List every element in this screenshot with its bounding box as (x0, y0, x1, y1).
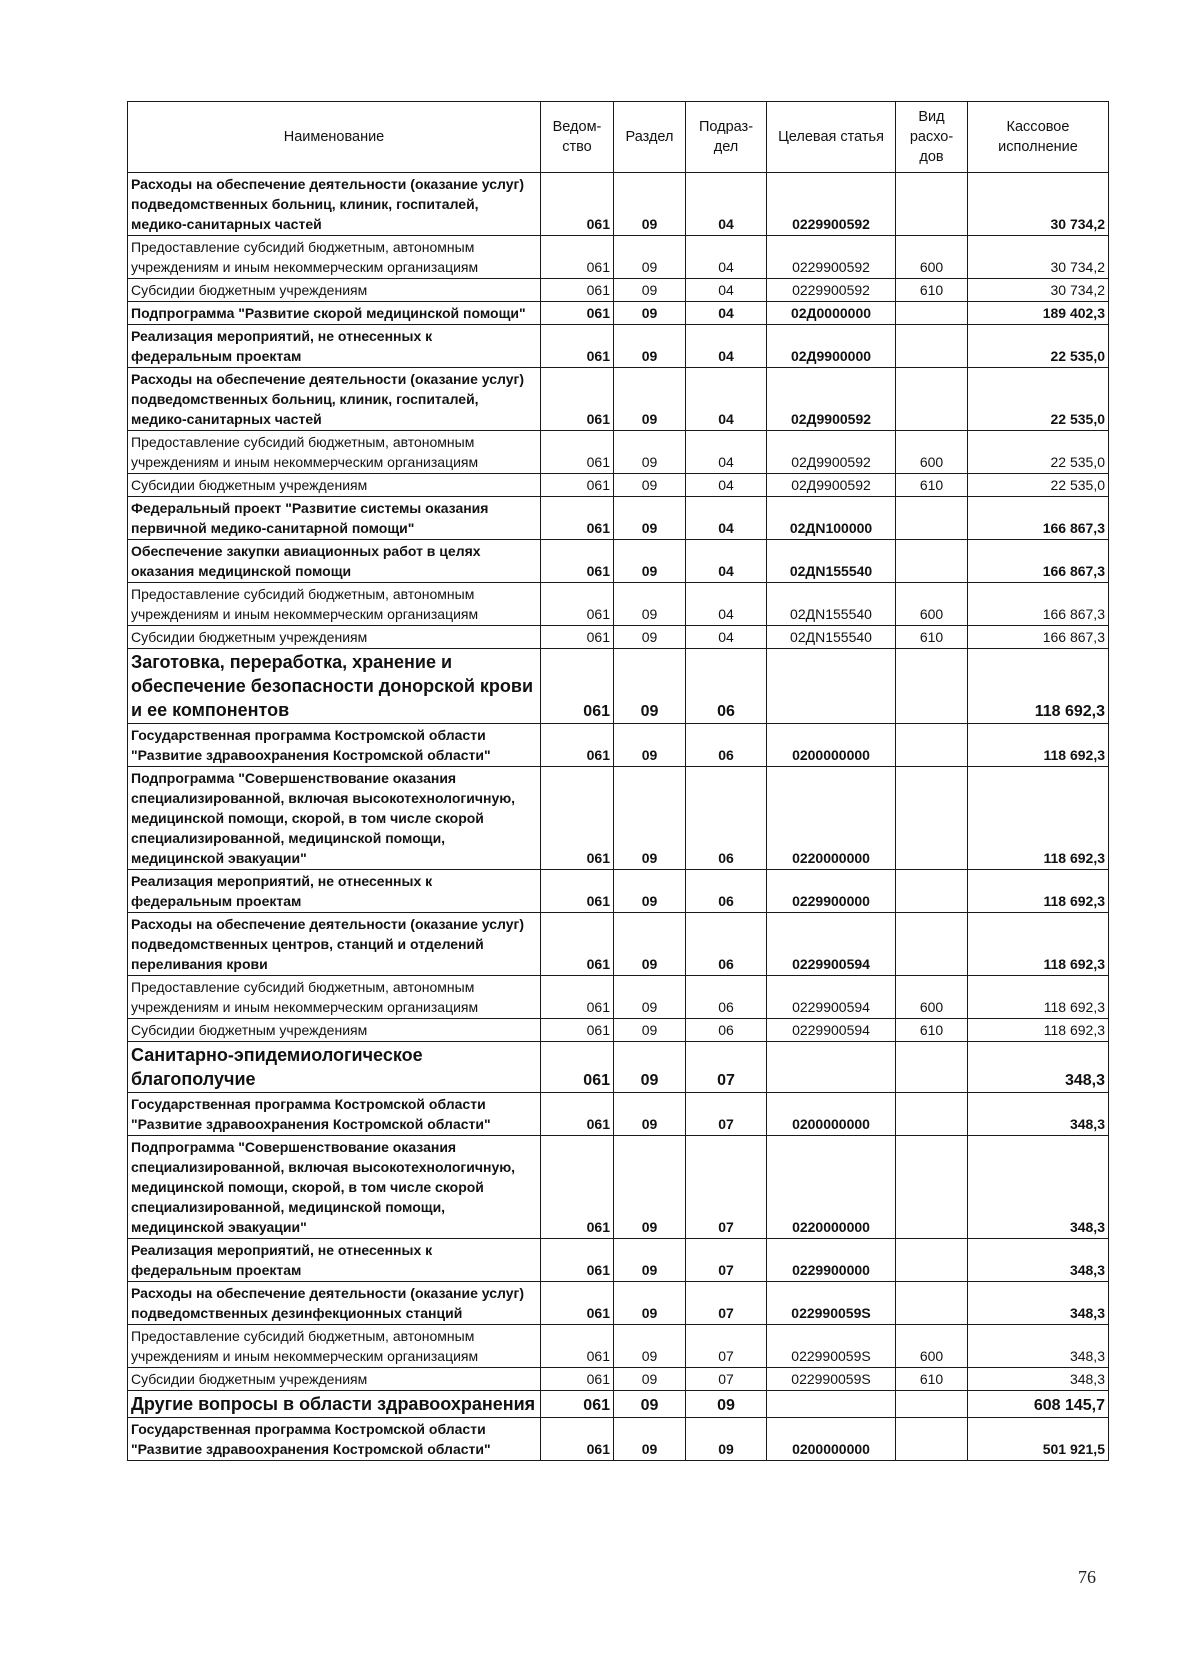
cell-cel: 0229900592 (767, 236, 896, 279)
cell-razd: 09 (614, 431, 686, 474)
cell-vid: 600 (896, 1325, 968, 1368)
cell-vid (896, 1239, 968, 1282)
cell-vid (896, 913, 968, 976)
cell-podr: 07 (686, 1325, 767, 1368)
cell-name: Реализация мероприятий, не отнесенных к федеральным проектам (128, 870, 541, 913)
cell-kas: 30 734,2 (968, 236, 1109, 279)
cell-podr: 04 (686, 474, 767, 497)
cell-razd: 09 (614, 302, 686, 325)
table-row (128, 976, 1109, 1019)
cell-vid (896, 767, 968, 870)
cell-podr: 04 (686, 626, 767, 649)
cell-cel: 0229900594 (767, 976, 896, 1019)
cell-kas: 501 921,5 (968, 1418, 1109, 1461)
cell-name: Федеральный проект "Развитие системы оказания первичной медико-санитарной помощи" (128, 497, 541, 540)
cell-kas: 22 535,0 (968, 431, 1109, 474)
cell-cel: 02ДN100000 (767, 497, 896, 540)
table-row (128, 583, 1109, 626)
cell-podr: 06 (686, 913, 767, 976)
cell-name: Субсидии бюджетным учреждениям (128, 1019, 541, 1042)
cell-razd: 09 (614, 583, 686, 626)
table-row (128, 279, 1109, 302)
cell-kas: 348,3 (968, 1282, 1109, 1325)
cell-kas: 22 535,0 (968, 325, 1109, 368)
cell-kas: 118 692,3 (968, 976, 1109, 1019)
cell-ved: 061 (541, 583, 614, 626)
cell-razd: 09 (614, 1042, 686, 1093)
cell-razd: 09 (614, 474, 686, 497)
cell-cel: 02ДN155540 (767, 583, 896, 626)
table-row (128, 913, 1109, 976)
cell-kas: 166 867,3 (968, 626, 1109, 649)
cell-podr: 04 (686, 431, 767, 474)
cell-razd: 09 (614, 1019, 686, 1042)
cell-vid: 610 (896, 626, 968, 649)
cell-name: Предоставление субсидий бюджетным, автономным учреждениям и иным некоммерческим организациям (128, 236, 541, 279)
cell-ved: 061 (541, 368, 614, 431)
cell-razd: 09 (614, 913, 686, 976)
cell-cel: 02Д9900592 (767, 368, 896, 431)
table-row (128, 1136, 1109, 1239)
table-row (128, 540, 1109, 583)
cell-podr: 04 (686, 497, 767, 540)
cell-ved: 061 (541, 1368, 614, 1391)
table-row (128, 1282, 1109, 1325)
cell-name: Предоставление субсидий бюджетным, автономным учреждениям и иным некоммерческим организациям (128, 1325, 541, 1368)
cell-podr: 06 (686, 1019, 767, 1042)
cell-razd: 09 (614, 325, 686, 368)
cell-kas: 348,3 (968, 1136, 1109, 1239)
cell-vid: 600 (896, 976, 968, 1019)
cell-razd: 09 (614, 173, 686, 236)
cell-name: Обеспечение закупки авиационных работ в целях оказания медицинской помощи (128, 540, 541, 583)
cell-kas: 348,3 (968, 1042, 1109, 1093)
cell-cel: 0229900000 (767, 1239, 896, 1282)
cell-kas: 22 535,0 (968, 368, 1109, 431)
cell-name: Заготовка, переработка, хранение и обеспечение безопасности донорской крови и ее компонентов (128, 649, 541, 724)
cell-razd: 09 (614, 1325, 686, 1368)
cell-podr: 06 (686, 724, 767, 767)
cell-name: Другие вопросы в области здравоохранения (128, 1391, 541, 1418)
cell-ved: 061 (541, 431, 614, 474)
header-vid: Вид расхо-дов (896, 102, 968, 173)
cell-podr: 04 (686, 279, 767, 302)
cell-kas: 118 692,3 (968, 767, 1109, 870)
table-row (128, 325, 1109, 368)
cell-kas: 348,3 (968, 1239, 1109, 1282)
cell-razd: 09 (614, 1418, 686, 1461)
cell-ved: 061 (541, 913, 614, 976)
cell-vid (896, 1418, 968, 1461)
cell-cel: 02ДN155540 (767, 626, 896, 649)
cell-kas: 118 692,3 (968, 913, 1109, 976)
cell-cel: 022990059S (767, 1368, 896, 1391)
cell-cel: 0220000000 (767, 767, 896, 870)
cell-podr: 04 (686, 173, 767, 236)
cell-kas: 118 692,3 (968, 1019, 1109, 1042)
cell-razd: 09 (614, 767, 686, 870)
cell-vid (896, 173, 968, 236)
cell-podr: 09 (686, 1391, 767, 1418)
cell-cel (767, 1042, 896, 1093)
page-number: 76 (1078, 1567, 1096, 1587)
cell-podr: 07 (686, 1282, 767, 1325)
cell-razd: 09 (614, 540, 686, 583)
table-row (128, 1325, 1109, 1368)
cell-podr: 07 (686, 1136, 767, 1239)
cell-kas: 118 692,3 (968, 870, 1109, 913)
cell-razd: 09 (614, 1368, 686, 1391)
table-row (128, 1368, 1109, 1391)
table-row (128, 870, 1109, 913)
cell-ved: 061 (541, 870, 614, 913)
cell-kas: 348,3 (968, 1093, 1109, 1136)
cell-name: Расходы на обеспечение деятельности (оказание услуг) подведомственных больниц, клиник, госпиталей, медико-санитарных частей (128, 368, 541, 431)
header-podr: Подраз-дел (686, 102, 767, 173)
cell-razd: 09 (614, 724, 686, 767)
cell-ved: 061 (541, 976, 614, 1019)
cell-ved: 061 (541, 1239, 614, 1282)
cell-kas: 348,3 (968, 1325, 1109, 1368)
table-row (128, 1093, 1109, 1136)
table-row (128, 431, 1109, 474)
cell-ved: 061 (541, 767, 614, 870)
cell-cel: 0200000000 (767, 1093, 896, 1136)
cell-name: Субсидии бюджетным учреждениям (128, 279, 541, 302)
cell-razd: 09 (614, 976, 686, 1019)
cell-cel: 0229900594 (767, 913, 896, 976)
cell-podr: 04 (686, 368, 767, 431)
header-razd: Раздел (614, 102, 686, 173)
cell-vid (896, 497, 968, 540)
cell-podr: 04 (686, 302, 767, 325)
table-row (128, 1019, 1109, 1042)
cell-podr: 06 (686, 870, 767, 913)
cell-vid (896, 1136, 968, 1239)
cell-name: Субсидии бюджетным учреждениям (128, 1368, 541, 1391)
cell-podr: 06 (686, 976, 767, 1019)
table-row (128, 724, 1109, 767)
cell-vid: 610 (896, 1019, 968, 1042)
cell-name: Субсидии бюджетным учреждениям (128, 474, 541, 497)
cell-cel (767, 649, 896, 724)
budget-sheet (127, 101, 1108, 1461)
cell-ved: 061 (541, 626, 614, 649)
cell-name: Санитарно-эпидемиологическое благополучие (128, 1042, 541, 1093)
cell-name: Расходы на обеспечение деятельности (оказание услуг) подведомственных больниц, клиник, госпиталей, медико-санитарных частей (128, 173, 541, 236)
header-ved: Ведом-ство (541, 102, 614, 173)
cell-podr: 06 (686, 767, 767, 870)
cell-ved: 061 (541, 724, 614, 767)
cell-ved: 061 (541, 1042, 614, 1093)
table-row (128, 649, 1109, 724)
cell-podr: 06 (686, 649, 767, 724)
cell-razd: 09 (614, 368, 686, 431)
table-row (128, 302, 1109, 325)
cell-cel: 0229900592 (767, 279, 896, 302)
cell-cel: 02Д9900000 (767, 325, 896, 368)
cell-vid (896, 1391, 968, 1418)
cell-vid (896, 1093, 968, 1136)
cell-razd: 09 (614, 1136, 686, 1239)
cell-razd: 09 (614, 1282, 686, 1325)
cell-vid (896, 870, 968, 913)
table-row (128, 497, 1109, 540)
cell-name: Подпрограмма "Совершенствование оказания специализированной, включая высокотехнологичную, медицинской помощи, скорой, в том числе скорой специализированной, медицинской помощи, медицинской эвакуации" (128, 767, 541, 870)
table-row (128, 368, 1109, 431)
cell-kas: 30 734,2 (968, 173, 1109, 236)
cell-kas: 189 402,3 (968, 302, 1109, 325)
cell-cel: 0220000000 (767, 1136, 896, 1239)
table-header-row (128, 102, 1109, 173)
cell-vid: 600 (896, 583, 968, 626)
table-row (128, 236, 1109, 279)
cell-razd: 09 (614, 1093, 686, 1136)
cell-cel: 02Д9900592 (767, 431, 896, 474)
cell-name: Государственная программа Костромской области "Развитие здравоохранения Костромской области" (128, 1093, 541, 1136)
cell-ved: 061 (541, 236, 614, 279)
cell-vid (896, 302, 968, 325)
table-row (128, 1391, 1109, 1418)
cell-vid: 610 (896, 1368, 968, 1391)
cell-ved: 061 (541, 173, 614, 236)
cell-ved: 061 (541, 1418, 614, 1461)
cell-ved: 061 (541, 649, 614, 724)
cell-kas: 118 692,3 (968, 649, 1109, 724)
cell-cel: 0200000000 (767, 724, 896, 767)
cell-name: Реализация мероприятий, не отнесенных к федеральным проектам (128, 1239, 541, 1282)
cell-kas: 166 867,3 (968, 497, 1109, 540)
cell-cel: 022990059S (767, 1282, 896, 1325)
cell-name: Предоставление субсидий бюджетным, автономным учреждениям и иным некоммерческим организациям (128, 583, 541, 626)
cell-vid: 600 (896, 236, 968, 279)
cell-razd: 09 (614, 279, 686, 302)
cell-vid (896, 368, 968, 431)
cell-razd: 09 (614, 1239, 686, 1282)
table-row (128, 1418, 1109, 1461)
cell-ved: 061 (541, 1282, 614, 1325)
cell-vid (896, 325, 968, 368)
cell-cel: 0229900594 (767, 1019, 896, 1042)
cell-podr: 07 (686, 1093, 767, 1136)
cell-vid (896, 540, 968, 583)
cell-ved: 061 (541, 1136, 614, 1239)
table-row (128, 474, 1109, 497)
cell-kas: 348,3 (968, 1368, 1109, 1391)
header-name: Наименование (128, 102, 541, 173)
header-cel: Целевая статья (767, 102, 896, 173)
cell-razd: 09 (614, 649, 686, 724)
cell-cel: 02ДN155540 (767, 540, 896, 583)
header-kas: Кассовое исполнение (968, 102, 1109, 173)
cell-name: Подпрограмма "Развитие скорой медицинской помощи" (128, 302, 541, 325)
cell-razd: 09 (614, 236, 686, 279)
cell-name: Субсидии бюджетным учреждениям (128, 626, 541, 649)
cell-razd: 09 (614, 497, 686, 540)
cell-kas: 30 734,2 (968, 279, 1109, 302)
cell-kas: 608 145,7 (968, 1391, 1109, 1418)
table-row (128, 767, 1109, 870)
cell-cel: 02Д9900592 (767, 474, 896, 497)
cell-vid (896, 649, 968, 724)
cell-vid (896, 1042, 968, 1093)
table-row (128, 173, 1109, 236)
cell-vid: 610 (896, 279, 968, 302)
cell-name: Подпрограмма "Совершенствование оказания специализированной, включая высокотехнологичную, медицинской помощи, скорой, в том числе скорой специализированной, медицинской помощи, медицинской эвакуации" (128, 1136, 541, 1239)
cell-podr: 07 (686, 1042, 767, 1093)
cell-name: Расходы на обеспечение деятельности (оказание услуг) подведомственных центров, станций и отделений переливания крови (128, 913, 541, 976)
table-body (128, 173, 1109, 1461)
budget-table (127, 101, 1109, 1461)
table-row (128, 1239, 1109, 1282)
cell-razd: 09 (614, 870, 686, 913)
cell-razd: 09 (614, 626, 686, 649)
cell-podr: 04 (686, 236, 767, 279)
cell-kas: 166 867,3 (968, 540, 1109, 583)
cell-ved: 061 (541, 1391, 614, 1418)
cell-ved: 061 (541, 279, 614, 302)
cell-podr: 04 (686, 540, 767, 583)
cell-vid: 610 (896, 474, 968, 497)
cell-cel: 022990059S (767, 1325, 896, 1368)
cell-name: Государственная программа Костромской области "Развитие здравоохранения Костромской области" (128, 1418, 541, 1461)
cell-ved: 061 (541, 325, 614, 368)
cell-podr: 07 (686, 1368, 767, 1391)
cell-vid (896, 724, 968, 767)
cell-podr: 09 (686, 1418, 767, 1461)
cell-vid: 600 (896, 431, 968, 474)
cell-podr: 04 (686, 325, 767, 368)
cell-name: Предоставление субсидий бюджетным, автономным учреждениям и иным некоммерческим организациям (128, 431, 541, 474)
cell-ved: 061 (541, 474, 614, 497)
cell-ved: 061 (541, 1325, 614, 1368)
cell-ved: 061 (541, 1019, 614, 1042)
cell-kas: 166 867,3 (968, 583, 1109, 626)
cell-cel: 0200000000 (767, 1418, 896, 1461)
cell-cel (767, 1391, 896, 1418)
cell-name: Предоставление субсидий бюджетным, автономным учреждениям и иным некоммерческим организациям (128, 976, 541, 1019)
cell-name: Государственная программа Костромской области "Развитие здравоохранения Костромской области" (128, 724, 541, 767)
table-row (128, 1042, 1109, 1093)
cell-kas: 118 692,3 (968, 724, 1109, 767)
cell-name: Расходы на обеспечение деятельности (оказание услуг) подведомственных дезинфекционных станций (128, 1282, 541, 1325)
table-row (128, 626, 1109, 649)
cell-kas: 22 535,0 (968, 474, 1109, 497)
cell-cel: 0229900000 (767, 870, 896, 913)
cell-razd: 09 (614, 1391, 686, 1418)
cell-ved: 061 (541, 302, 614, 325)
cell-podr: 04 (686, 583, 767, 626)
cell-ved: 061 (541, 540, 614, 583)
cell-name: Реализация мероприятий, не отнесенных к федеральным проектам (128, 325, 541, 368)
cell-vid (896, 1282, 968, 1325)
cell-cel: 02Д0000000 (767, 302, 896, 325)
cell-cel: 0229900592 (767, 173, 896, 236)
cell-ved: 061 (541, 1093, 614, 1136)
cell-podr: 07 (686, 1239, 767, 1282)
cell-ved: 061 (541, 497, 614, 540)
